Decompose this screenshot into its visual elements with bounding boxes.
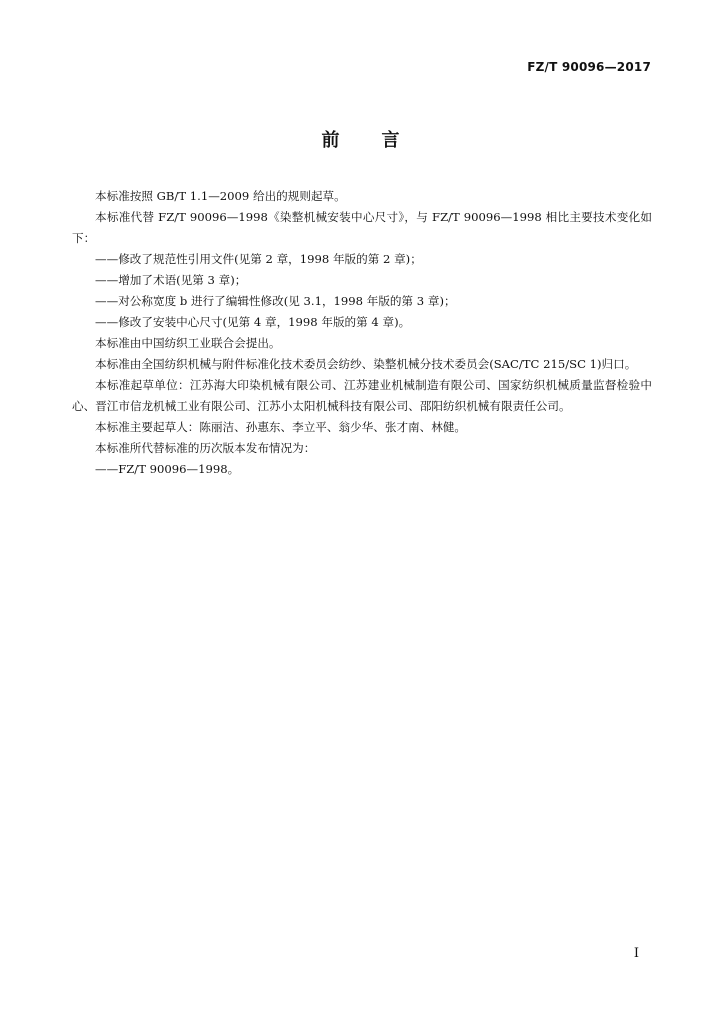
page-title <box>0 126 723 152</box>
standard-number: FZ/T 90096—2017 <box>527 60 651 74</box>
title-char-1: 前 <box>321 130 342 151</box>
paragraph-replacement: 本标准代替 FZ/T 90096—1998《染整机械安装中心尺寸》，与 FZ/T 90096—1998 相比主要技术变化如下： <box>72 210 652 245</box>
foreword-body <box>72 186 652 480</box>
change-item-references: ——修改了规范性引用文件(见第 2 章，1998 年版的第 2 章)； <box>95 252 422 266</box>
paragraph-drafting-rule: 本标准按照 GB/T 1.1—2009 给出的规则起草。 <box>95 189 346 203</box>
paragraph-drafting-units: 本标准起草单位：江苏海大印染机械有限公司、江苏建业机械制造有限公司、国家纺织机械质量监督检验中心、晋江市信龙机械工业有限公司、江苏小太阳机械科技有限公司、邵阳纺织机械有限责任公司。 <box>72 378 652 413</box>
paragraph-responsible-committee: 本标准由全国纺织机械与附件标准化技术委员会纺纱、染整机械分技术委员会(SAC/TC 215/SC 1)归口。 <box>95 357 637 371</box>
change-item-nominal-width: ——对公称宽度 b 进行了编辑性修改(见 3.1，1998 年版的第 3 章)； <box>95 294 456 308</box>
paragraph-drafters: 本标准主要起草人：陈丽洁、孙惠东、李立平、翁少华、张才南、林健。 <box>95 420 467 434</box>
previous-edition-item: ——FZ/T 90096—1998。 <box>95 462 240 476</box>
change-item-terms: ——增加了术语(见第 3 章)； <box>95 273 247 287</box>
title-char-2: 言 <box>381 130 402 151</box>
page-number: I <box>633 946 639 961</box>
change-item-install-center: ——修改了安装中心尺寸(见第 4 章，1998 年版的第 4 章)。 <box>95 315 411 329</box>
paragraph-previous-editions: 本标准所代替标准的历次版本发布情况为： <box>95 441 316 455</box>
paragraph-proposer: 本标准由中国纺织工业联合会提出。 <box>95 336 281 350</box>
